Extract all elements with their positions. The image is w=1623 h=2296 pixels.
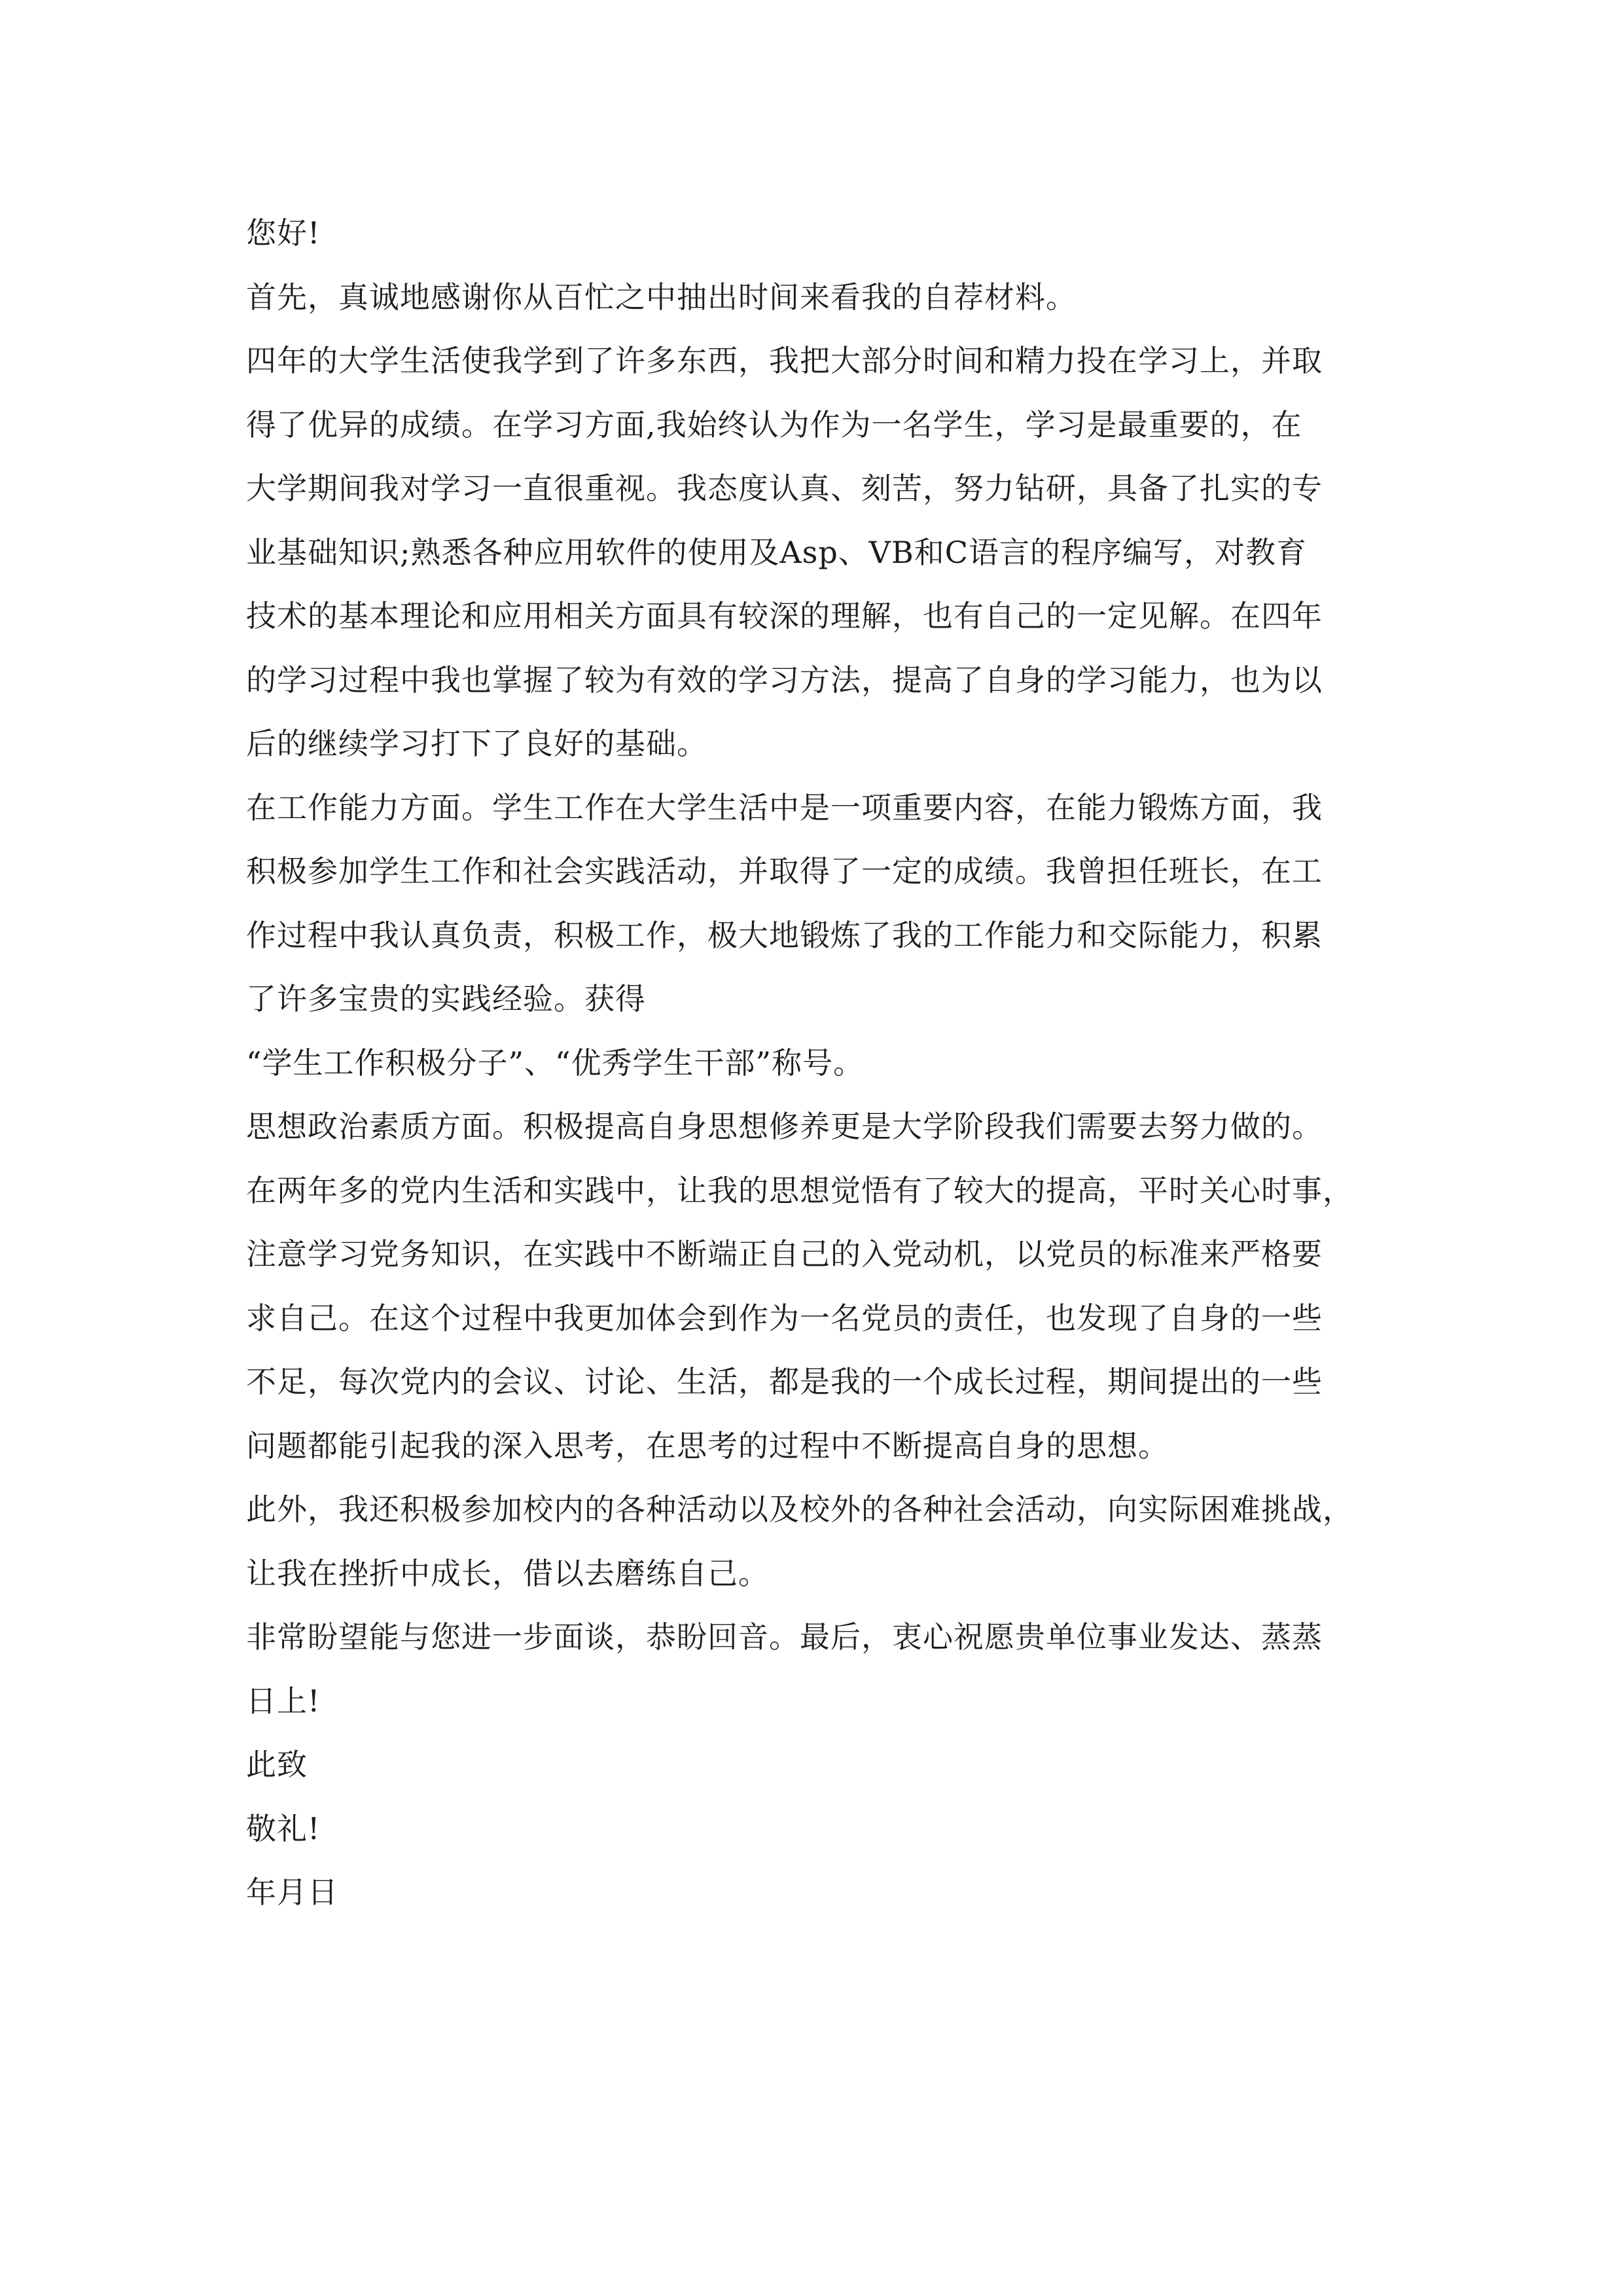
greeting-line: 您好! — [246, 215, 321, 251]
politics-line: 问题都能引起我的深入思考，在思考的过程中不断提高自身的思想。 — [246, 1427, 1169, 1463]
work-paragraph — [246, 776, 1378, 1031]
salutation-line-1: 此致 — [246, 1747, 308, 1782]
work-line: 在工作能力方面。学生工作在大学生活中是一项重要内容，在能力锻炼方面，我 — [246, 789, 1323, 825]
work-line: 作过程中我认真负责，积极工作，极大地锻炼了我的工作能力和交际能力，积累 — [246, 917, 1323, 953]
activities-paragraph — [246, 1478, 1378, 1605]
salutation — [246, 1733, 1378, 1861]
work-line: 积极参加学生工作和社会实践活动，并取得了一定的成绩。我曾担任班长，在工 — [246, 853, 1323, 889]
politics-line: 求自己。在这个过程中我更加体会到作为一名党员的责任，也发现了自身的一些 — [246, 1300, 1323, 1336]
study-line: 业基础知识;熟悉各种应用软件的使用及Asp、VB和C语言的程序编写，对教育 — [246, 534, 1307, 570]
closing-line: 日上! — [246, 1683, 321, 1719]
study-line: 大学期间我对学习一直很重视。我态度认真、刻苦，努力钻研，具备了扎实的专 — [246, 471, 1323, 506]
activities-line: 此外，我还积极参加校内的各种活动以及校外的各种社会活动，向实际困难挑战， — [246, 1492, 1353, 1527]
salutation-line-2: 敬礼! — [246, 1810, 321, 1846]
greeting — [246, 202, 1378, 266]
honors-paragraph — [246, 1031, 1378, 1096]
letter-body — [246, 202, 1378, 1925]
study-line: 得了优异的成绩。在学习方面,我始终认为作为一名学生，学习是最重要的，在 — [246, 406, 1302, 442]
politics-line: 不足，每次党内的会议、讨论、生活，都是我的一个成长过程，期间提出的一些 — [246, 1364, 1323, 1399]
activities-line: 让我在挫折中成长，借以去磨练自己。 — [246, 1555, 769, 1591]
date-line — [246, 1861, 1378, 1925]
politics-paragraph — [246, 1095, 1378, 1478]
closing-line: 非常盼望能与您进一步面谈，恭盼回音。最后，衷心祝愿贵单位事业发达、蒸蒸 — [246, 1619, 1323, 1655]
study-line: 的学习过程中我也掌握了较为有效的学习方法，提高了自身的学习能力，也为以 — [246, 662, 1323, 698]
intro-paragraph — [246, 266, 1378, 330]
work-line: 了许多宝贵的实践经验。获得 — [246, 981, 646, 1016]
study-paragraph — [246, 329, 1378, 776]
study-line: 后的继续学习打下了良好的基础。 — [246, 726, 707, 761]
study-line: 四年的大学生活使我学到了许多东西，我把大部分时间和精力投在学习上，并取 — [246, 343, 1323, 378]
study-line: 技术的基本理论和应用相关方面具有较深的理解，也有自己的一定见解。在四年 — [246, 598, 1323, 634]
politics-line: 思想政治素质方面。积极提高自身思想修养更是大学阶段我们需要去努力做的。 — [246, 1109, 1323, 1144]
honors-line: “学生工作积极分子”、“优秀学生干部”称号。 — [246, 1045, 865, 1081]
politics-line: 在两年多的党内生活和实践中，让我的思想觉悟有了较大的提高，平时关心时事， — [246, 1172, 1353, 1208]
intro-line: 首先，真诚地感谢你从百忙之中抽出时间来看我的自荐材料。 — [246, 279, 1077, 315]
closing-paragraph — [246, 1605, 1378, 1733]
date-text: 年月日 — [246, 1874, 338, 1910]
politics-line: 注意学习党务知识，在实践中不断端正自己的入党动机，以党员的标准来严格要 — [246, 1236, 1323, 1272]
